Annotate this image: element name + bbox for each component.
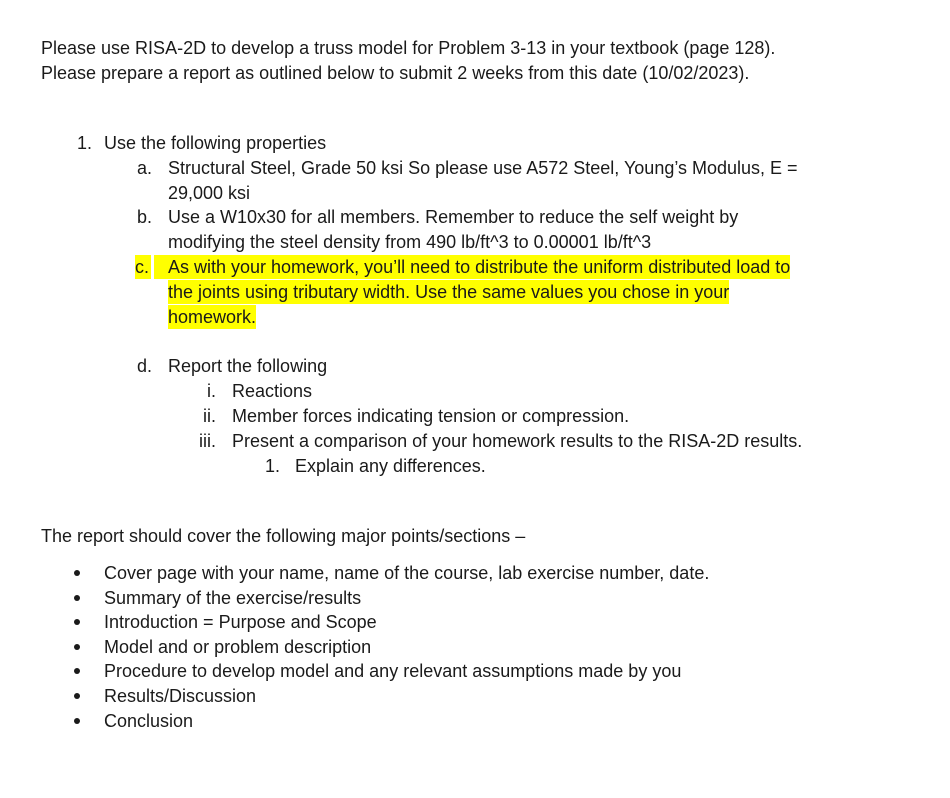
list-item-a-line-2: 29,000 ksi (168, 183, 251, 203)
list-marker-b: b. (136, 207, 152, 227)
list-item-i-text: Reactions (232, 381, 313, 401)
list-item-c-line-1: As with your homework, you’ll need to distribute the uniform distributed load to (168, 257, 791, 277)
bullet-dot (74, 668, 80, 674)
bullet-dot (74, 718, 80, 724)
bullet-dot (74, 595, 80, 601)
list-marker-a: a. (136, 158, 152, 178)
bullet-item: Results/Discussion (104, 686, 257, 706)
list-marker-ii: ii. (203, 406, 216, 426)
bullet-dot (74, 619, 80, 625)
list-marker-1: 1. (76, 133, 92, 153)
bullet-item: Procedure to develop model and any relevant assumptions made by you (104, 661, 682, 681)
list-item-nested-1-text: Explain any differences. (295, 456, 486, 476)
list-marker-i: i. (207, 381, 216, 401)
list-marker-nested-1: 1. (264, 456, 280, 476)
list-item-a-line-1: Structural Steel, Grade 50 ksi So please use A572 Steel, Young’s Modulus, E = (168, 158, 798, 178)
list-item-b-line-2: modifying the steel density from 490 lb/ft^3 to 0.00001 lb/ft^3 (168, 232, 652, 252)
list-item-c-line-2: the joints using tributary width. Use the same values you chose in your (168, 282, 730, 302)
highlight-gap (154, 255, 168, 279)
intro-line-2: Please prepare a report as outlined below to submit 2 weeks from this date (10/02/2023). (41, 63, 750, 83)
list-marker-c: c. (135, 257, 150, 277)
bullet-item: Introduction = Purpose and Scope (104, 612, 377, 632)
list-marker-d: d. (136, 356, 152, 376)
list-item-1-text: Use the following properties (104, 133, 327, 153)
bullet-item: Summary of the exercise/results (104, 588, 362, 608)
bullet-dot (74, 693, 80, 699)
list-item-d-text: Report the following (168, 356, 328, 376)
list-marker-iii: iii. (199, 431, 216, 451)
list-item-iii-text: Present a comparison of your homework results to the RISA-2D results. (232, 431, 803, 451)
list-item-b-line-1: Use a W10x30 for all members. Remember to reduce the self weight by (168, 207, 739, 227)
bullet-item: Cover page with your name, name of the course, lab exercise number, date. (104, 563, 710, 583)
bullet-item: Conclusion (104, 711, 194, 731)
list-item-ii-text: Member forces indicating tension or compression. (232, 406, 630, 426)
bullet-dot (74, 644, 80, 650)
bullet-dot (74, 570, 80, 576)
bullet-item: Model and or problem description (104, 637, 372, 657)
intro-line-1: Please use RISA-2D to develop a truss model for Problem 3-13 in your textbook (page 128). (41, 38, 776, 58)
list-item-c-line-3: homework. (168, 307, 257, 327)
report-heading: The report should cover the following major points/sections – (41, 526, 526, 546)
